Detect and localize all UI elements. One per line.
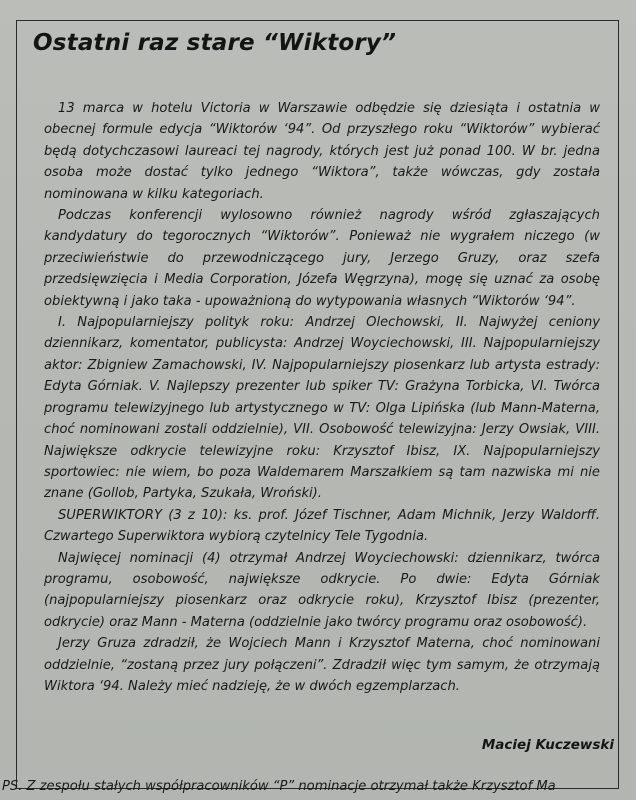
paragraph-conference-draw: Podczas konferencji wylosowno również nagrody wśród zgłaszających kandydatury do tegorocznych “Wiktorów”. Ponieważ nie wygrałem niczego (w przeciwieństwie do przewodniczącego jury, Jerzego Gruzy, oraz szefa przedsięwzięcia i Media Corporation, Józefa Węgrzyna), mogę się uznać za osobę obiektywną i jako taka - upoważnioną do wytypowania własnych “Wiktorów ‘94”. — [44, 208, 600, 309]
paragraph-most-nominations: Najwięcej nominacji (4) otrzymał Andrzej Woyciechowski: dziennikarz, twórca programu, osobowość, największe odkrycie. Po dwie: Edyta Górniak (najpopularniejszy piosenkarz oraz odkrycie roku), Krzysztof Ibisz (prezenter, odkrycie) oraz Mann - Materna (oddzielnie jako twórcy programu oraz osobowość). — [44, 550, 600, 630]
article-body — [44, 98, 600, 697]
paragraph-wiktory-edition: 13 marca w hotelu Victoria w Warszawie odbędzie się dziesiąta i ostatnia w obecnej formule edycja “Wiktorów ‘94”. Od przyszłego roku “Wiktorów” wybierać będą dotychczasowi laureaci tej nagrody, których jest już ponad 100. W br. jedna osoba może dostać tylko jednego “Wiktora”, także wówczas, gdy została nominowana w kilku kategoriach. — [44, 101, 600, 202]
paragraph-gruza-revealed: Jerzy Gruza zdradził, że Wojciech Mann i Krzysztof Materna, choć nominowani oddzielnie, “zostaną przez jury połączeni”. Zdradził więc tym samym, że otrzymają Wiktora ‘94. Należy mieć nadzieję, że w dwóch egzemplarzach. — [44, 636, 600, 694]
postscript-cut-off: PS. Z zespołu stałych współpracowników “P” nominacje otrzymał także Krzysztof Ma — [2, 779, 556, 794]
author-signature: Maciej Kuczewski — [481, 737, 614, 753]
paragraph-superwiktory: SUPERWIKTORY (3 z 10): ks. prof. Józef Tischner, Adam Michnik, Jerzy Waldorff. Czwartego Superwiktora wybiorą czytelnicy Tele Tygodnia. — [44, 507, 600, 545]
article-title: Ostatni raz stare “Wiktory” — [33, 30, 397, 56]
paragraph-author-picks: I. Najpopularniejszy polityk roku: Andrzej Olechowski, II. Najwyżej ceniony dziennikarz, komentator, publicysta: Andrzej Woyciechowski, III. Najpopularniejszy aktor: Zbigniew Zamachowski, IV. Najpopularniejszy piosenkarz lub artysta estrady: Edyta Górniak. V. Najlepszy prezenter lub spiker TV: Grażyna Torbicka, VI. Twórca programu telewizyjnego lub artystycznego w TV: Olga Lipińska (lub Mann-Materna, choć nominowani zostali oddzielnie), VII. Osobowość telewizyjna: Jerzy Owsiak, VIII. Największe odkrycie telewizyjne roku: Krzysztof Ibisz, IX. Najpopularniejszy sportowiec: nie wiem, bo poza Waldemarem Marszałkiem są tam nazwiska mi nie znane (Gollob, Partyka, Szukała, Wroński). — [44, 315, 600, 502]
